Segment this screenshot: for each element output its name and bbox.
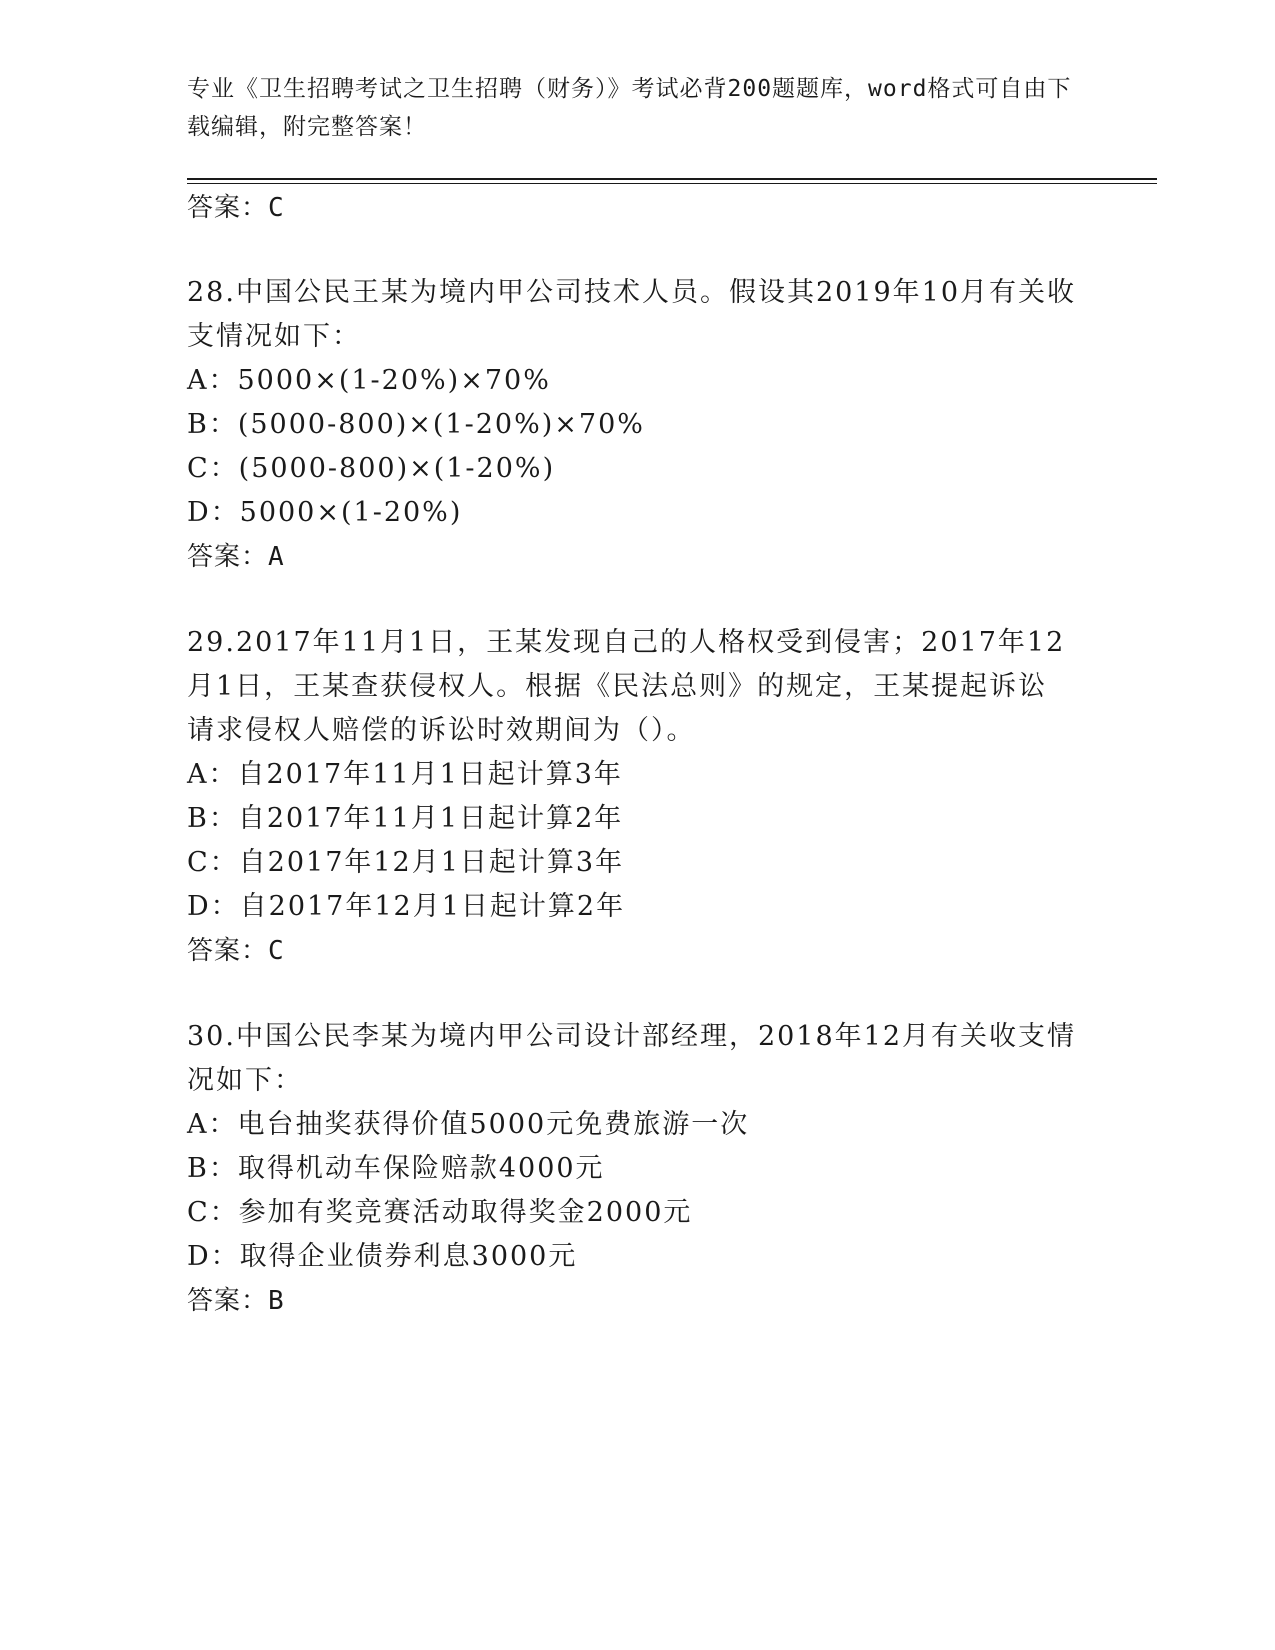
option-b: B：取得机动车保险赔款4000元 (187, 1153, 605, 1184)
option-c: C：自2017年12月1日起计算3年 (187, 847, 625, 878)
option-b: B：(5000-800)×(1-20%)×70% (187, 409, 645, 440)
option-a: A：自2017年11月1日起计算3年 (187, 759, 623, 790)
answer-line: 答案：A (187, 542, 285, 572)
option-d: D：取得企业债券利息3000元 (187, 1241, 578, 1272)
header-divider (187, 178, 1157, 180)
header-divider-thin (187, 183, 1157, 184)
option-a: A：5000×(1-20%)×70% (187, 365, 551, 396)
answer-line: 答案：C (187, 936, 285, 966)
option-d: D：5000×(1-20%) (187, 497, 463, 528)
question-stem-line: 30.中国公民李某为境内甲公司设计部经理，2018年12月有关收支情 (187, 1021, 1077, 1052)
question-stem-line: 支情况如下： (187, 321, 361, 352)
question-stem-line: 月1日，王某查获侵权人。根据《民法总则》的规定，王某提起诉讼 (187, 671, 1048, 702)
option-d: D：自2017年12月1日起计算2年 (187, 891, 626, 922)
question-stem-line: 况如下： (187, 1065, 303, 1096)
question-stem-line: 28.中国公民王某为境内甲公司技术人员。假设其2019年10月有关收 (187, 277, 1077, 308)
option-c: C：参加有奖竞赛活动取得奖金2000元 (187, 1197, 693, 1228)
option-c: C：(5000-800)×(1-20%) (187, 453, 556, 484)
option-a: A：电台抽奖获得价值5000元免费旅游一次 (187, 1109, 750, 1140)
question-stem-line: 29.2017年11月1日，王某发现自己的人格权受到侵害；2017年12 (187, 627, 1066, 658)
option-b: B：自2017年11月1日起计算2年 (187, 803, 624, 834)
answer-line: 答案：B (187, 1286, 285, 1316)
answer-line: 答案：C (187, 193, 285, 223)
document-header: 专业《卫生招聘考试之卫生招聘（财务）》考试必背200题题库，word格式可自由下载编辑，附完整答案！ (187, 76, 1072, 140)
question-stem-line: 请求侵权人赔偿的诉讼时效期间为（）。 (187, 715, 696, 746)
